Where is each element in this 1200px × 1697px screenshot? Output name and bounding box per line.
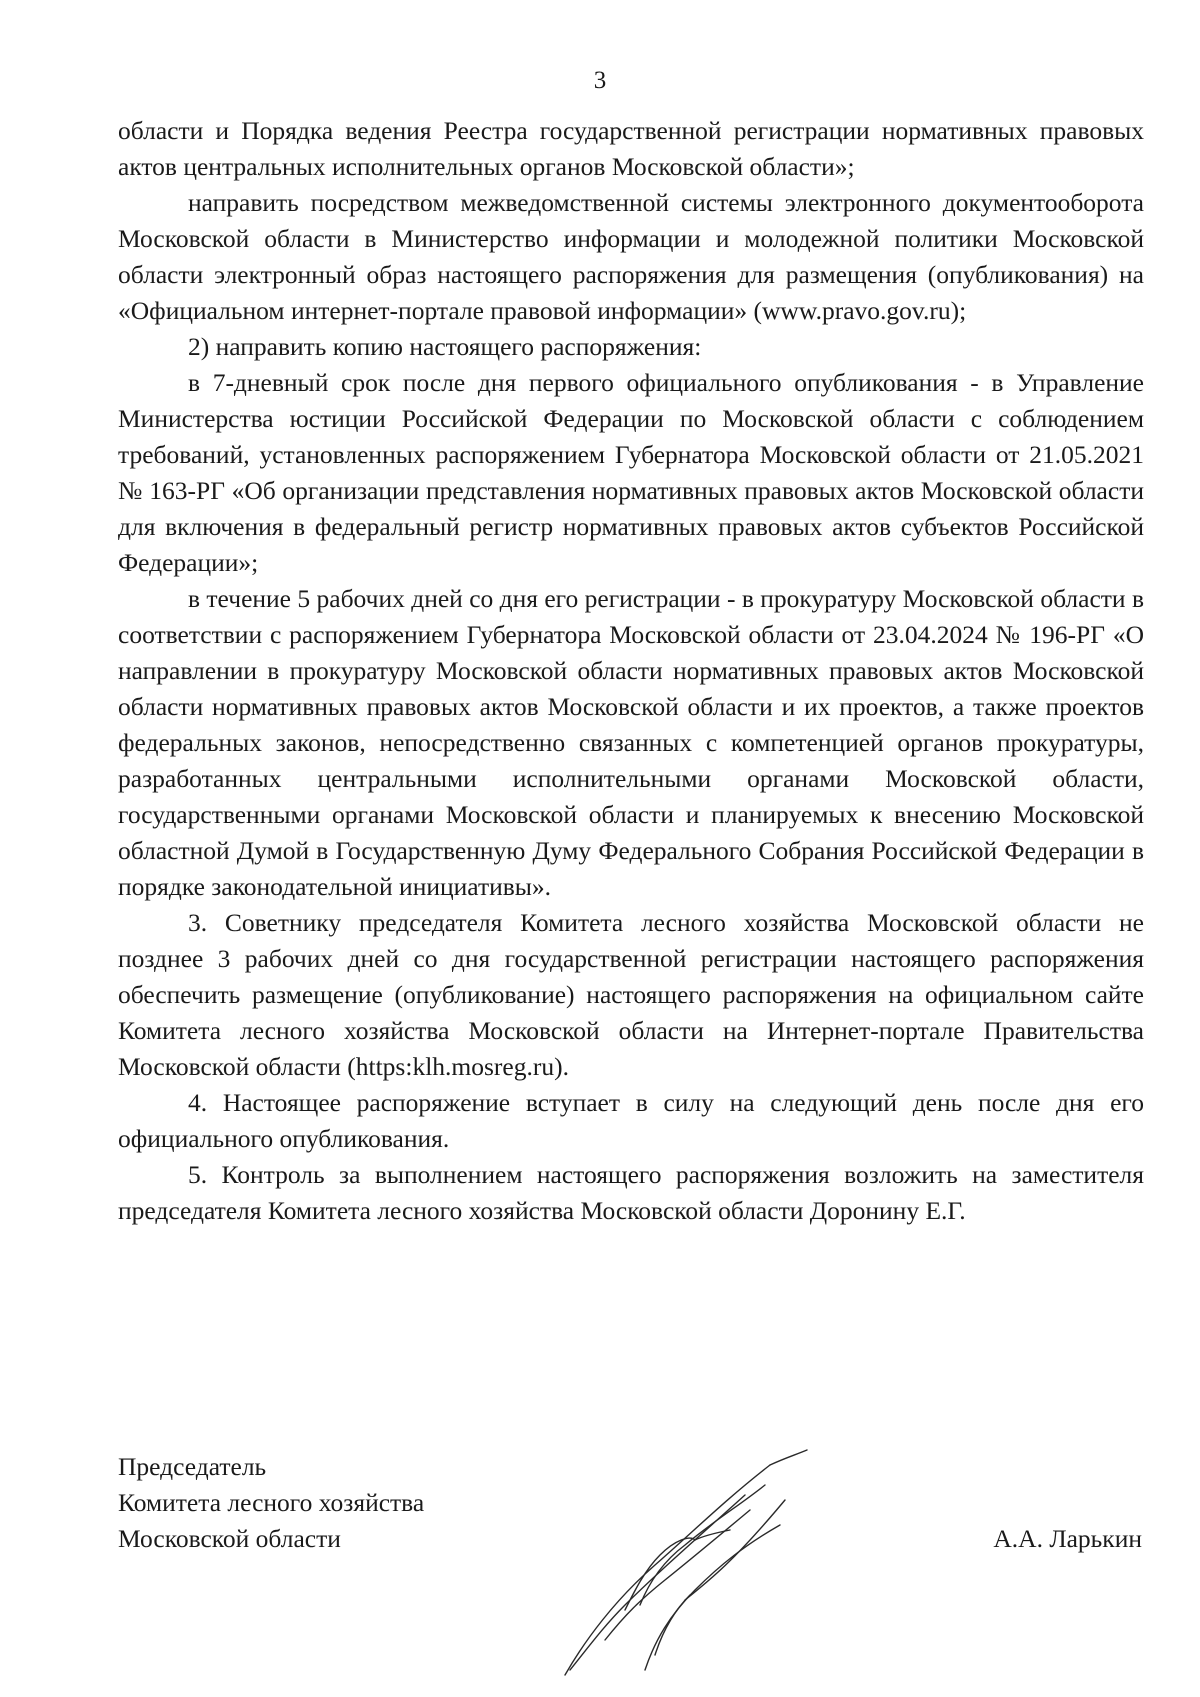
paragraph-item-2: 2) направить копию настоящего распоряжения:	[188, 332, 702, 361]
page-number: 3	[593, 67, 607, 94]
paragraph-publish-directive: направить посредством межведомственной системы электронного документооборота Московской области в Министерство информации и молодежной политики Московской области электронный образ настоящего распоряжения для размещения (опубликования) на «Официальном интернет-портале правовой информации» (www.pravo.gov.ru);	[118, 188, 1144, 325]
paragraph-continuation: области и Порядка ведения Реестра государственной регистрации нормативных правовых актов центральных исполнительных органов Московской области»;	[118, 116, 1144, 181]
paragraph-ministry-justice: в 7-дневный срок после дня первого официального опубликования - в Управление Министерства юстиции Российской Федерации по Московской области с соблюдением требований, установленных распоряжением Губернатора Московской области от 21.05.2021 № 163-РГ «Об организации представления нормативных правовых актов Московской области для включения в федеральный регистр нормативных правовых актов субъектов Российской Федерации»;	[118, 368, 1144, 577]
paragraph-item-4: 4. Настоящее распоряжение вступает в силу на следующий день после дня его официального опубликования.	[118, 1088, 1144, 1153]
paragraph-item-3: 3. Советнику председателя Комитета лесного хозяйства Московской области не позднее 3 рабочих дней со дня государственной регистрации настоящего распоряжения обеспечить размещение (опубликование) настоящего распоряжения на официальном сайте Комитета лесного хозяйства Московской области на Интернет-портале Правительства Московской области (https:klh.mosreg.ru).	[118, 908, 1144, 1081]
signatory-title	[118, 1449, 424, 1557]
handwritten-signature	[545, 1440, 825, 1690]
paragraph-item-5: 5. Контроль за выполнением настоящего распоряжения возложить на заместителя председателя Комитета лесного хозяйства Московской области Доронину Е.Г.	[118, 1160, 1144, 1225]
document-body	[118, 113, 1144, 1229]
signatory-title-line: Председатель	[118, 1452, 267, 1481]
signatory-title-line: Московской области	[118, 1524, 341, 1553]
paragraph-prosecutor: в течение 5 рабочих дней со дня его регистрации - в прокуратуру Московской области в соответствии с распоряжением Губернатора Московской области от 23.04.2024 № 196-РГ «О направлении в прокуратуру Московской области нормативных правовых актов Московской области нормативных правовых актов Московской области и их проектов, а также проектов федеральных законов, непосредственно связанных с компетенцией органов прокуратуры, разработанных центральными исполнительными органами Московской области, государственными органами Московской области и планируемых к внесению Московской областной Думой в Государственную Думу Федерального Собрания Российской Федерации в порядке законодательной инициативы».	[118, 584, 1144, 901]
signatory-title-line: Комитета лесного хозяйства	[118, 1488, 425, 1517]
signatory-name: А.А. Ларькин	[993, 1524, 1142, 1553]
